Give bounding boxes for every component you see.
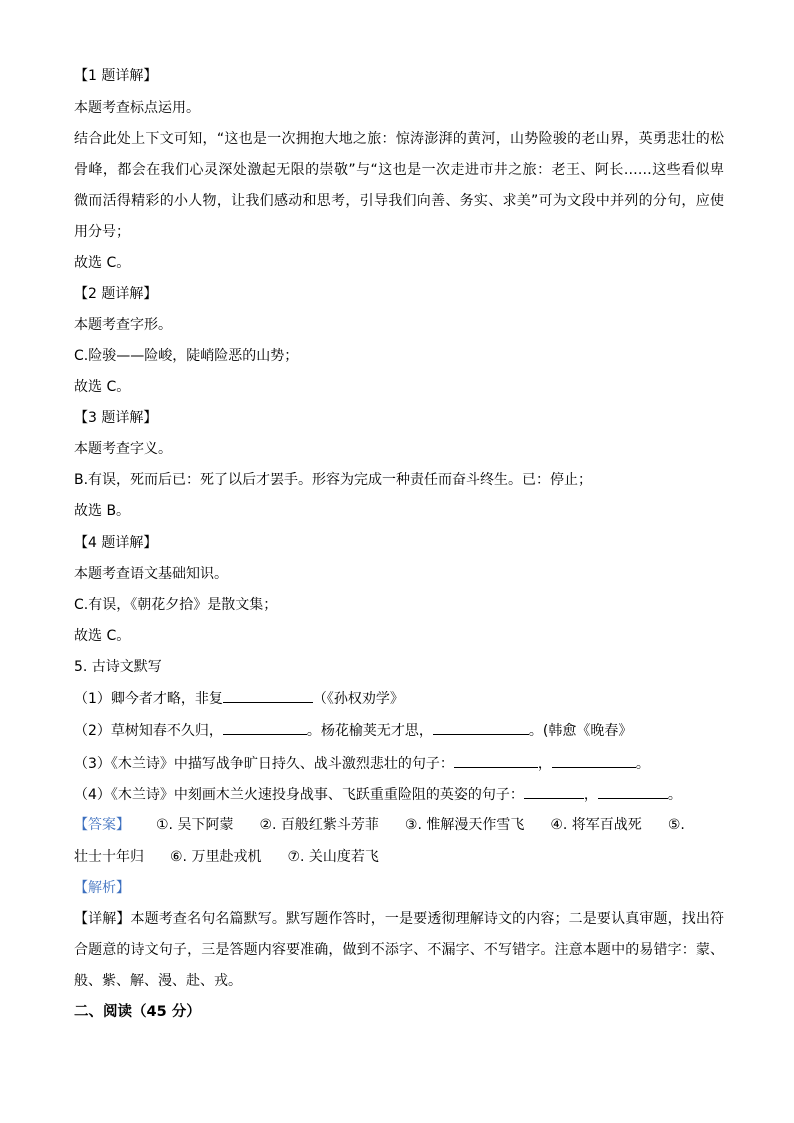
- fill-blank[interactable]: [454, 753, 538, 768]
- q4-answer: 故选 C。: [74, 628, 131, 644]
- answer-item-5: 壮士十年归: [74, 849, 144, 865]
- q5-item-3-prompt: （3）《木兰诗》中描写战争旷日持久、战斗激烈悲壮的句子：: [74, 756, 454, 772]
- q3-topic: 本题考查字义。: [74, 441, 172, 457]
- q5-item-3-period: 。: [635, 756, 650, 772]
- q5-item-4-period: 。: [667, 787, 682, 803]
- answer-item-1: ①. 吴下阿蒙: [156, 817, 234, 833]
- q4-heading: 【4 题详解】: [74, 535, 158, 551]
- q3-heading: 【3 题详解】: [74, 410, 158, 426]
- q1-answer: 故选 C。: [74, 255, 131, 271]
- answer-item-5-marker: ⑤.: [667, 817, 685, 833]
- detail-line-1: 【详解】本题考查名句名篇默写。默写题作答时，一是要透彻理解诗文的内容；二是要认真审题，找出符: [74, 911, 724, 927]
- fill-blank[interactable]: [524, 784, 584, 799]
- answer-item-2: ②. 百般红紫斗芳菲: [259, 817, 379, 833]
- answer-item-7: ⑦. 关山度若飞: [287, 849, 379, 865]
- q5-item-2-source: 。(韩愈《晚春》: [528, 723, 633, 739]
- analysis-label: 【解析】: [74, 880, 130, 896]
- q2-answer: 故选 C。: [74, 379, 131, 395]
- answer-item-6: ⑥. 万里赴戎机: [170, 849, 262, 865]
- q2-heading: 【2 题详解】: [74, 286, 158, 302]
- q3-explanation: B.有误，死而后已：死了以后才罢手。形容为完成一种责任而奋斗终生。已：停止；: [74, 472, 593, 488]
- q5-item-1-source: （《孙权劝学》: [312, 691, 404, 707]
- answer-item-3: ③. 惟解漫天作雪飞: [404, 817, 525, 833]
- fill-blank[interactable]: [223, 688, 313, 703]
- q5-item-2-middle: 。杨花榆荚无才思，: [306, 723, 433, 739]
- q1-explanation-line-2: 骨峰，都会在我们心灵深处激起无限的崇敬”与“这也是一次走进市井之旅：老王、阿长……这些看似卑: [74, 162, 724, 178]
- answer-line-2: [74, 847, 724, 867]
- fill-blank[interactable]: [598, 784, 668, 799]
- q5-item-2-prompt: （2）草树知春不久归，: [74, 723, 223, 739]
- q5-item-4: [74, 784, 724, 805]
- fill-blank[interactable]: [552, 753, 636, 768]
- fill-blank[interactable]: [223, 720, 307, 735]
- q1-explanation-line-3: 微而活得精彩的小人物，让我们感动和思考，引导我们向善、务实、求美”可为文段中并列的分句，应使: [74, 193, 724, 209]
- fill-blank[interactable]: [433, 720, 529, 735]
- q1-heading: 【1 题详解】: [74, 68, 158, 84]
- q5-item-4-prompt: （4）《木兰诗》中刻画木兰火速投身战事、飞跃重重险阻的英姿的句子：: [74, 787, 524, 803]
- q1-explanation-line-4: 用分号；: [74, 224, 130, 240]
- answer-label: 【答案】: [74, 817, 130, 833]
- q1-topic: 本题考查标点运用。: [74, 100, 200, 116]
- q5-item-1-prompt: （1）卿今者才略，非复: [74, 691, 223, 707]
- detail-line-3: 般、紫、解、漫、赴、戎。: [74, 973, 242, 989]
- q5-item-4-comma: ，: [583, 787, 598, 803]
- detail-line-2: 合题意的诗文句子，三是答题内容要准确，做到不添字、不漏字、不写错字。注意本题中的易错字：蒙、: [74, 942, 724, 958]
- q5-item-1: [74, 688, 724, 709]
- q3-answer: 故选 B。: [74, 503, 131, 519]
- answer-item-4: ④. 将军百战死: [550, 817, 642, 833]
- q5-item-3: [74, 753, 724, 774]
- section-heading-reading: 二、阅读（45 分）: [74, 1004, 201, 1020]
- q2-topic: 本题考查字形。: [74, 317, 172, 333]
- answer-line-1: [74, 815, 724, 835]
- q5-item-3-comma: ，: [537, 756, 552, 772]
- q4-topic: 本题考查语文基础知识。: [74, 566, 228, 582]
- q5-item-2: [74, 720, 724, 741]
- q1-explanation-line-1: 结合此处上下文可知，“这也是一次拥抱大地之旅：惊涛澎湃的黄河，山势险骏的老山界，英勇悲壮的松: [74, 131, 724, 147]
- q5-title: 5. 古诗文默写: [74, 659, 162, 675]
- q4-explanation: C.有误，《朝花夕拾》是散文集；: [74, 597, 278, 613]
- q2-explanation: C.险骏——险峻，陡峭险恶的山势；: [74, 348, 299, 364]
